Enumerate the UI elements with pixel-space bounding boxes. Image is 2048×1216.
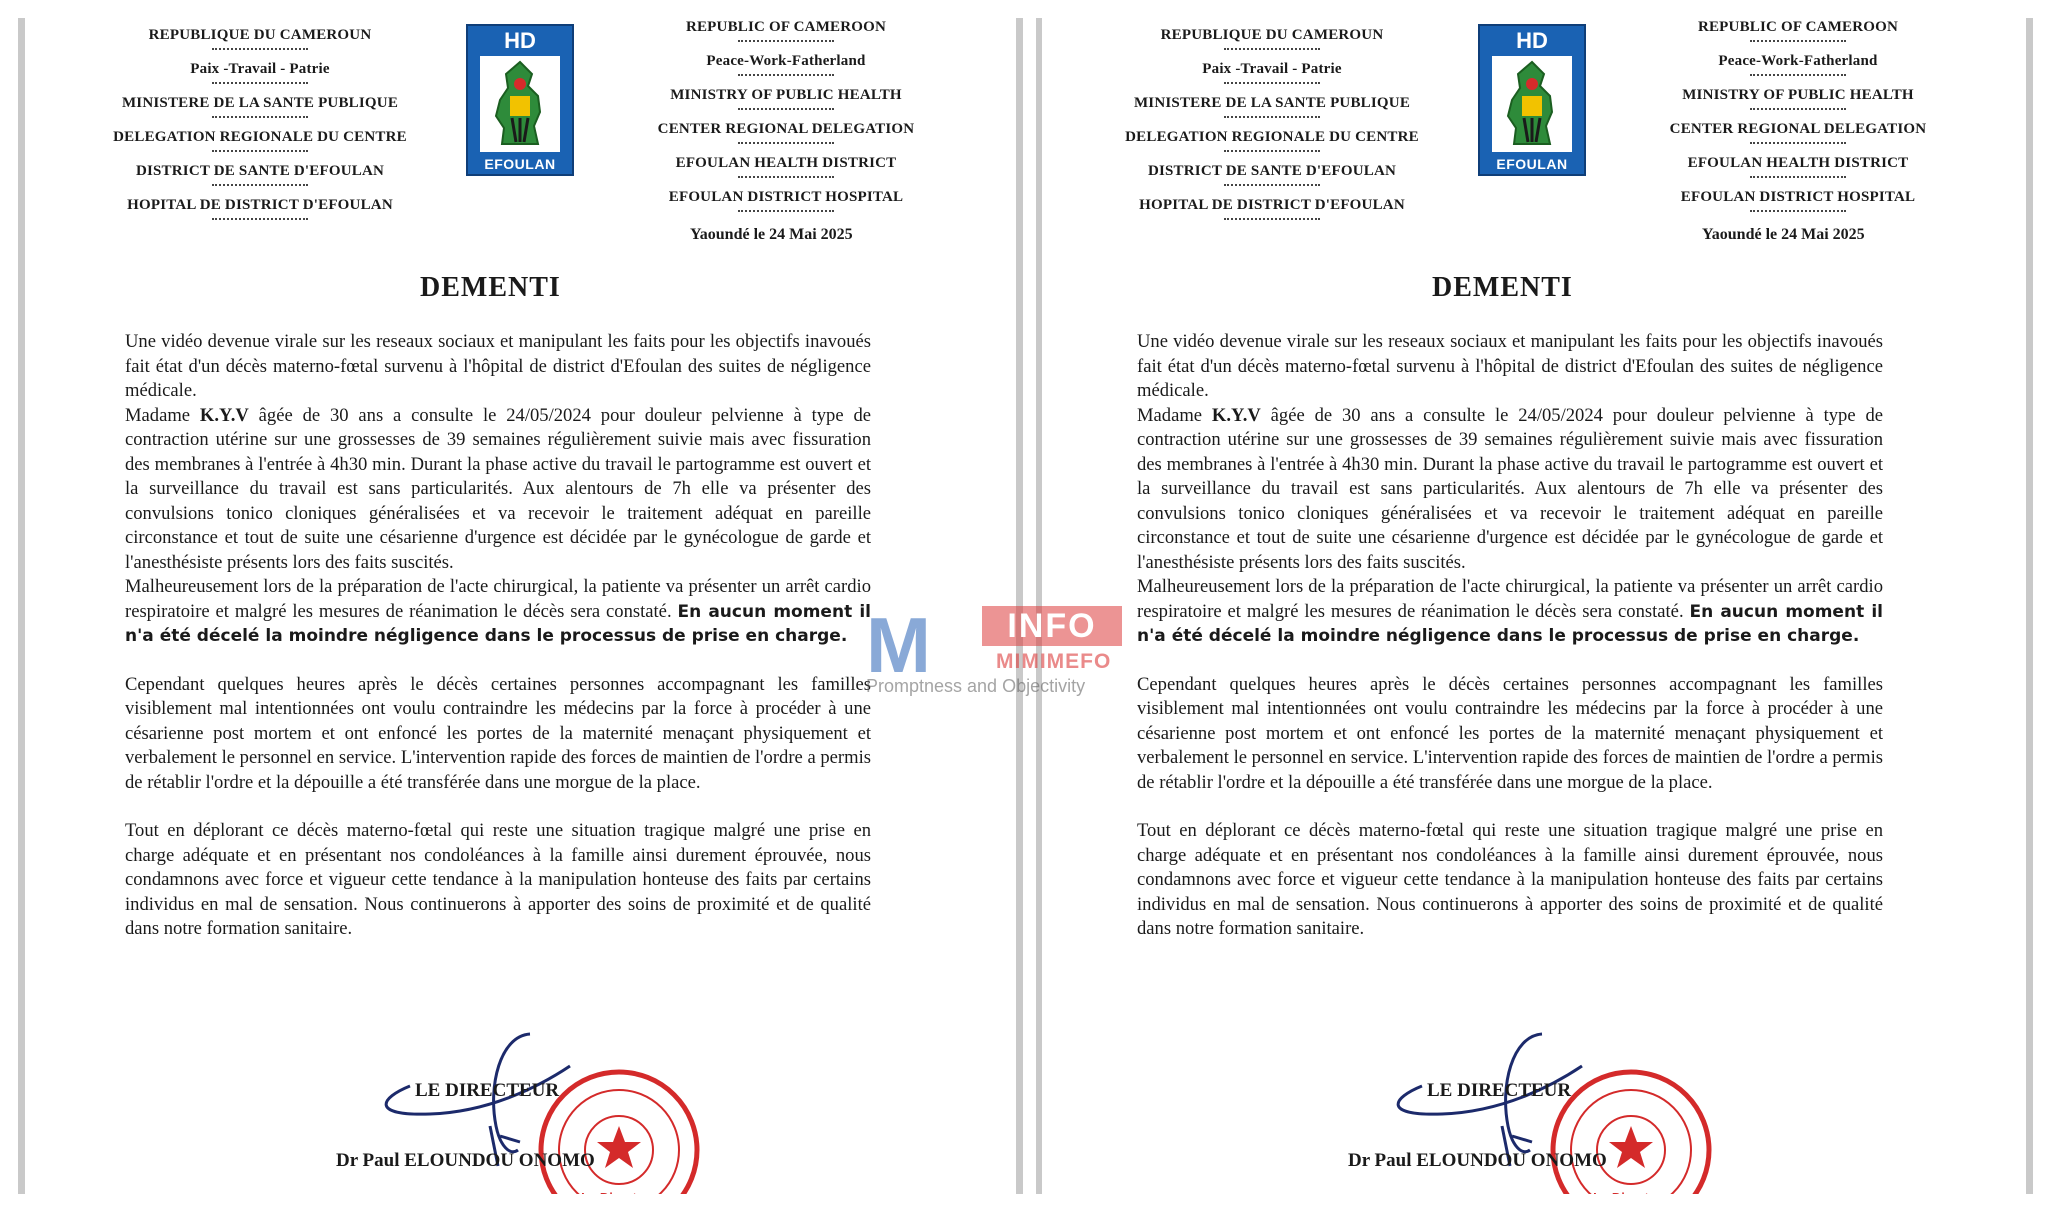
- header-fr-line: Paix -Travail - Patrie: [1202, 61, 1342, 77]
- header-separator: [1224, 48, 1320, 56]
- watermark-logo-letter: M: [866, 601, 927, 689]
- header-separator: [1750, 40, 1846, 48]
- paragraph: Une vidéo devenue virale sur les reseaux sociaux et manipulant les faits pour les objectifs inavoués fait état d'un décès materno-fœtal survenu à l'hôpital de district d'Efoulan des suites de négligence médicale.: [125, 331, 871, 401]
- header-separator: [1750, 210, 1846, 218]
- header-separator: [738, 210, 834, 218]
- header-en-line: Peace-Work-Fatherland: [1718, 53, 1878, 69]
- paragraph: [125, 575, 871, 649]
- patient-initials: K.Y.V: [1211, 404, 1261, 426]
- patient-initials: K.Y.V: [199, 404, 249, 426]
- emphasis-text: En aucun moment il n'a été décelé la moindre négligence dans le processus de prise en charge.: [125, 601, 871, 646]
- header-french: [1122, 22, 1422, 226]
- paragraph-text: Madame: [1137, 404, 1212, 426]
- logo-emblem: [1492, 56, 1572, 152]
- header-separator: [1750, 176, 1846, 184]
- header-separator: [212, 218, 308, 226]
- signatory-title: LE DIRECTEUR: [415, 1080, 560, 1101]
- header-separator: [738, 142, 834, 150]
- header-en-line: MINISTRY OF PUBLIC HEALTH: [670, 87, 902, 103]
- header-en-line: Peace-Work-Fatherland: [706, 53, 866, 69]
- paragraph-text: Madame: [125, 404, 200, 426]
- header-separator: [212, 116, 308, 124]
- header-separator: [212, 150, 308, 158]
- header-fr-line: MINISTERE DE LA SANTE PUBLIQUE: [1133, 95, 1411, 111]
- header-separator: [1750, 108, 1846, 116]
- official-stamp: [535, 1066, 703, 1205]
- paragraph: [1137, 575, 1883, 649]
- header-separator: [1224, 218, 1320, 226]
- watermark-info-badge: INFO: [982, 606, 1122, 646]
- header-en-line: EFOULAN DISTRICT HOSPITAL: [668, 189, 904, 205]
- letter-date: Yaoundé le 24 Mai 2025: [1702, 226, 1865, 243]
- paragraph-text: âgée de 30 ans a consulte le 24/05/2024 pour douleur pelvienne à type de contraction utérine sur une grossesses de 39 semaines régulièrement suivie mais avec fissuration des membranes à l'entrée à 4h30 min. Durant la phase active du travail le partogramme est ouvert et la surveillance du travail est sans particularités. Aux alentours de 7h elle va présenter des convulsions tonico cloniques généralisées et va recevoir le traitement adéquat en pareille circonstance et tout de suite une césarienne d'urgence est décidée par le gynécologue de garde et l'anesthésiste présents lors des faits suscités.: [125, 404, 871, 573]
- hospital-logo: [466, 24, 574, 176]
- header-fr-line: DISTRICT DE SANTE D'EFOULAN: [135, 163, 385, 179]
- logo-top-text: HD: [504, 28, 536, 53]
- header-separator: [1224, 116, 1320, 124]
- header-en-line: REPUBLIC OF CAMEROON: [685, 19, 887, 35]
- header-separator: [212, 48, 308, 56]
- header-en-line: REPUBLIC OF CAMEROON: [1697, 19, 1899, 35]
- letter-title: DEMENTI: [420, 272, 561, 303]
- emphasis-text: En aucun moment il n'a été décelé la moindre négligence dans le processus de prise en charge.: [1137, 601, 1883, 646]
- paragraph: Une vidéo devenue virale sur les reseaux sociaux et manipulant les faits pour les objectifs inavoués fait état d'un décès materno-fœtal survenu à l'hôpital de district d'Efoulan des suites de négligence médicale.: [1137, 331, 1883, 401]
- header-separator: [738, 74, 834, 82]
- signatory-name: Dr Paul ELOUNDOU ONOMO: [1348, 1150, 1607, 1171]
- cameroon-map-icon: [480, 56, 560, 152]
- header-separator: [212, 82, 308, 90]
- paragraph: [1137, 404, 1883, 576]
- header-fr-line: HOPITAL DE DISTRICT D'EFOULAN: [127, 197, 393, 213]
- stamp-center-text: Le Directeur: [581, 1190, 657, 1205]
- page-edge-bar-right: [2026, 18, 2033, 1194]
- header-fr-line: DELEGATION REGIONALE DU CENTRE: [113, 129, 407, 145]
- header-separator: [1750, 74, 1846, 82]
- header-separator: [1224, 82, 1320, 90]
- header-en-line: EFOULAN DISTRICT HOSPITAL: [1680, 189, 1916, 205]
- paragraph: Tout en déplorant ce décès materno-fœtal qui reste une situation tragique malgré une prise en charge adéquate et en présentant nos condoléances à la famille ainsi durement éprouvée, nous condamnons avec force et vigueur cette tendance à la manipulation honteuse des faits par certains individus en mal de sensation. Nous continuerons à apporter des soins de proximité et de qualité dans notre formation sanitaire.: [125, 820, 871, 939]
- header-fr-line: REPUBLIQUE DU CAMEROUN: [148, 27, 372, 43]
- letter-copy-right: [1042, 18, 2026, 1205]
- signatory-name: Dr Paul ELOUNDOU ONOMO: [336, 1150, 595, 1171]
- header-english: [1648, 18, 1948, 218]
- header-fr-line: Paix -Travail - Patrie: [190, 61, 330, 77]
- header-en-line: CENTER REGIONAL DELEGATION: [1669, 121, 1927, 137]
- header-en-line: MINISTRY OF PUBLIC HEALTH: [1682, 87, 1914, 103]
- paragraph: Cependant quelques heures après le décès certaines personnes accompagnant les familles visiblement mal intentionnées ont voulu contraindre les médecins par la force à procéder à une césarienne post mortem et ont enfoncé les portes de la maternité menaçant physiquement et verbalement le personnel en service. L'intervention rapide des forces de maintien de l'ordre a permis de rétablir l'ordre et la dépouille a été transférée dans une morgue de la place.: [1137, 673, 1883, 793]
- stamp-center-text: Le Directeur: [1593, 1190, 1669, 1205]
- cameroon-map-icon: [1492, 56, 1572, 152]
- header-separator: [1224, 184, 1320, 192]
- header-separator: [1750, 142, 1846, 150]
- hospital-logo: [1478, 24, 1586, 176]
- header-en-line: EFOULAN HEALTH DISTRICT: [675, 155, 897, 171]
- paragraph-text: âgée de 30 ans a consulte le 24/05/2024 pour douleur pelvienne à type de contraction utérine sur une grossesses de 39 semaines régulièrement suivie mais avec fissuration des membranes à l'entrée à 4h30 min. Durant la phase active du travail le partogramme est ouvert et la surveillance du travail est sans particularités. Aux alentours de 7h elle va présenter des convulsions tonico cloniques généralisées et va recevoir le traitement adéquat en pareille circonstance et tout de suite une césarienne d'urgence est décidée par le gynécologue de garde et l'anesthésiste présents lors des faits suscités.: [1137, 404, 1883, 573]
- paragraph: Cependant quelques heures après le décès certaines personnes accompagnant les familles visiblement mal intentionnées ont voulu contraindre les médecins par la force à procéder à une césarienne post mortem et ont enfoncé les portes de la maternité menaçant physiquement et verbalement le personnel en service. L'intervention rapide des forces de maintien de l'ordre a permis de rétablir l'ordre et la dépouille a été transférée dans une morgue de la place.: [125, 673, 871, 793]
- header-en-line: EFOULAN HEALTH DISTRICT: [1687, 155, 1909, 171]
- header-separator: [1224, 150, 1320, 158]
- letter-body: [125, 330, 871, 942]
- page-edge-bar-left: [18, 18, 25, 1194]
- header-fr-line: REPUBLIQUE DU CAMEROUN: [1160, 27, 1384, 43]
- header-separator: [212, 184, 308, 192]
- letter-date: Yaoundé le 24 Mai 2025: [690, 226, 853, 243]
- watermark-brand: MIMIMEFO: [996, 650, 1112, 673]
- header-fr-line: DISTRICT DE SANTE D'EFOULAN: [1147, 163, 1397, 179]
- header-fr-line: MINISTERE DE LA SANTE PUBLIQUE: [121, 95, 399, 111]
- official-stamp: [1547, 1066, 1715, 1205]
- logo-emblem: [480, 56, 560, 152]
- mimimefo-watermark: [866, 601, 1126, 700]
- paragraph-text: Malheureusement lors de la préparation de l'acte chirurgical, la patiente va présenter un arrêt cardio respiratoire et malgré les mesures de réanimation le décès sera constaté.: [125, 576, 871, 622]
- letter-body: [1137, 330, 1883, 942]
- paragraph: [125, 404, 871, 576]
- header-separator: [738, 176, 834, 184]
- header-separator: [738, 108, 834, 116]
- header-english: [636, 18, 936, 218]
- header-french: [110, 22, 410, 226]
- header-separator: [738, 40, 834, 48]
- watermark-tagline: Promptness and Objectivity: [866, 676, 1086, 696]
- paragraph: Tout en déplorant ce décès materno-fœtal qui reste une situation tragique malgré une prise en charge adéquate et en présentant nos condoléances à la famille ainsi durement éprouvée, nous condamnons avec force et vigueur cette tendance à la manipulation honteuse des faits par certains individus en mal de sensation. Nous continuerons à apporter des soins de proximité et de qualité dans notre formation sanitaire.: [1137, 820, 1883, 939]
- letter-title: DEMENTI: [1432, 272, 1573, 303]
- header-fr-line: DELEGATION REGIONALE DU CENTRE: [1125, 129, 1419, 145]
- header-en-line: CENTER REGIONAL DELEGATION: [657, 121, 915, 137]
- logo-bottom-text: EFOULAN: [484, 156, 556, 172]
- signatory-title: LE DIRECTEUR: [1427, 1080, 1572, 1101]
- logo-bottom-text: EFOULAN: [1496, 156, 1568, 172]
- paragraph-text: Malheureusement lors de la préparation de l'acte chirurgical, la patiente va présenter un arrêt cardio respiratoire et malgré les mesures de réanimation le décès sera constaté.: [1137, 576, 1883, 622]
- logo-top-text: HD: [1516, 28, 1548, 53]
- header-fr-line: HOPITAL DE DISTRICT D'EFOULAN: [1139, 197, 1405, 213]
